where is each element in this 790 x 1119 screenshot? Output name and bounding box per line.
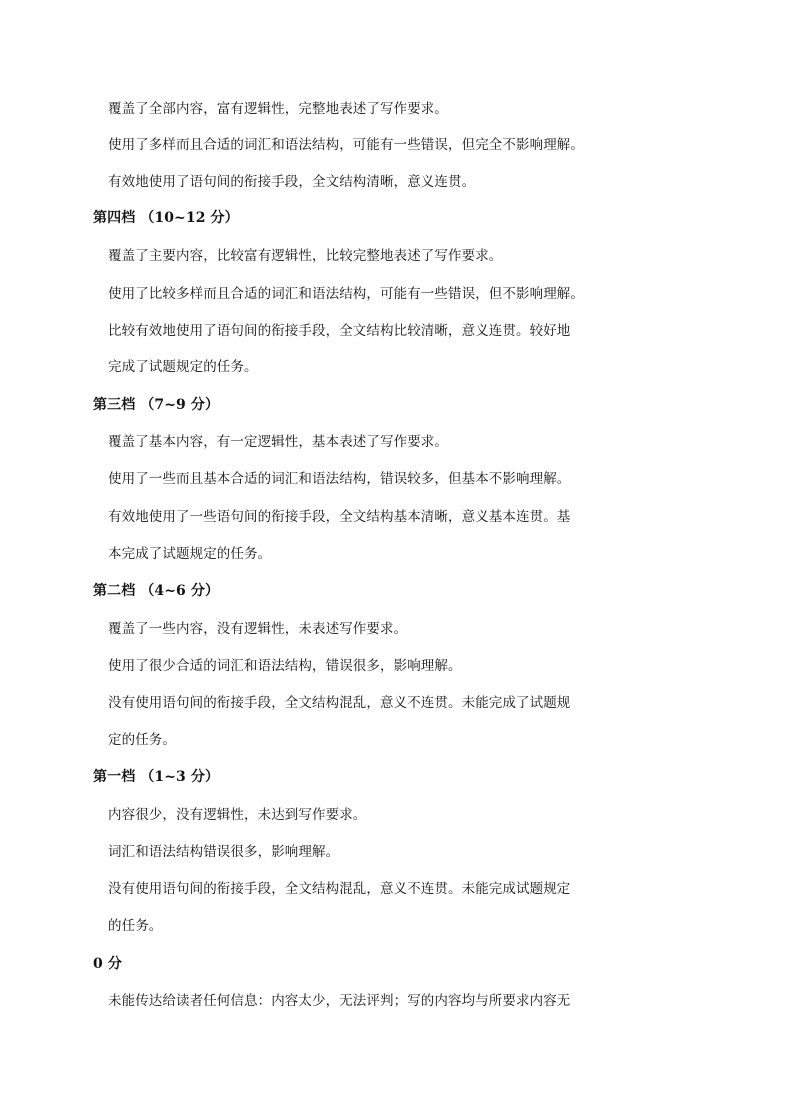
section-4-line-4: 完成了试题规定的任务。 (108, 359, 258, 375)
section-3-line-1: 覆盖了基本内容，有一定逻辑性，基本表述了写作要求。 (108, 434, 448, 450)
section-heading-3: 第三档 （7~9 分） (93, 397, 220, 413)
section-2-line-3: 没有使用语句间的衔接手段，全文结构混乱，意义不连贯。未能完成了试题规 (108, 695, 571, 711)
section-4-line-1: 覆盖了主要内容，比较富有逻辑性，比较完整地表述了写作要求。 (108, 248, 503, 264)
section-heading-1: 第一档 （1~3 分） (93, 769, 220, 785)
section-4-line-2: 使用了比较多样而且合适的词汇和语法结构，可能有一些错误，但不影响理解。 (108, 286, 584, 302)
section-2-line-2: 使用了很少合适的词汇和语法结构，错误很多，影响理解。 (108, 658, 462, 674)
section-1-line-2: 词汇和语法结构错误很多，影响理解。 (108, 844, 340, 860)
section-heading-2: 第二档 （4~6 分） (93, 583, 220, 599)
section-2-line-1: 覆盖了一些内容，没有逻辑性，未表述写作要求。 (108, 621, 408, 637)
section-3-line-2: 使用了一些而且基本合适的词汇和语法结构，错误较多，但基本不影响理解。 (108, 471, 571, 487)
section-heading-0: 0 分 (93, 956, 122, 972)
section-heading-4: 第四档 （10~12 分） (93, 210, 239, 226)
section-3-line-4: 本完成了试题规定的任务。 (108, 546, 272, 562)
section-0-line-1: 未能传达给读者任何信息：内容太少，无法评判；写的内容均与所要求内容无 (108, 993, 571, 1009)
section-3-line-3: 有效地使用了一些语句间的衔接手段，全文结构基本清晰，意义基本连贯。基 (108, 509, 571, 525)
section-1-line-4: 的任务。 (108, 918, 163, 934)
intro-line-3: 有效地使用了语句间的衔接手段，全文结构清晰，意义连贯。 (108, 174, 476, 190)
section-1-line-1: 内容很少，没有逻辑性，未达到写作要求。 (108, 807, 367, 823)
section-4-line-3: 比较有效地使用了语句间的衔接手段，全文结构比较清晰，意义连贯。较好地 (108, 323, 571, 339)
intro-line-2: 使用了多样而且合适的词汇和语法结构，可能有一些错误，但完全不影响理解。 (108, 137, 584, 153)
intro-line-1: 覆盖了全部内容，富有逻辑性，完整地表述了写作要求。 (108, 101, 448, 117)
section-2-line-4: 定的任务。 (108, 732, 176, 748)
section-1-line-3: 没有使用语句间的衔接手段，全文结构混乱，意义不连贯。未能完成试题规定 (108, 881, 571, 897)
